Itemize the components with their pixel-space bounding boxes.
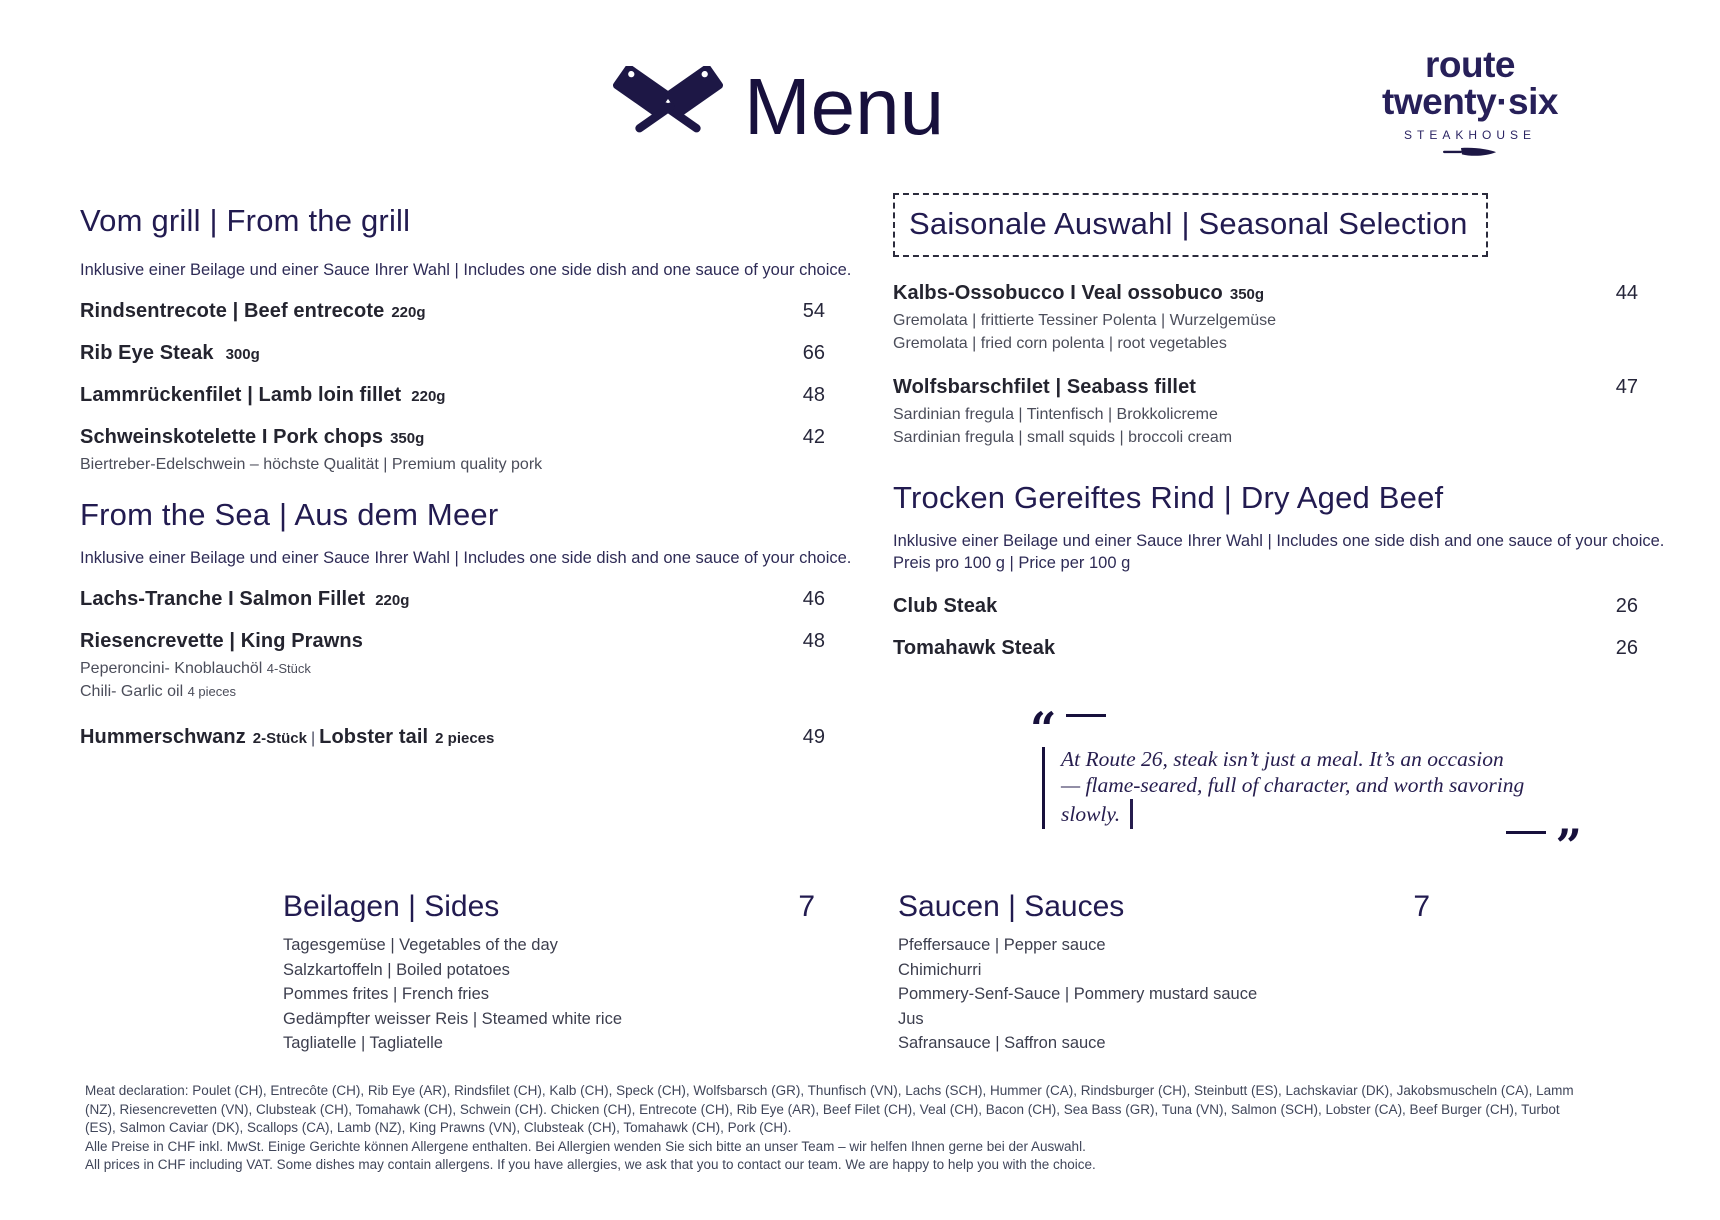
item-price: 49 <box>802 726 825 748</box>
list-item: Pommes frites | French fries <box>283 985 490 1003</box>
item-price: 47 <box>1615 376 1638 398</box>
brand-name: route twenty·six <box>1382 44 1558 122</box>
item-quantity: 2-Stück <box>252 730 307 747</box>
section-note: Inklusive einer Beilage und einer Sauce Ihrer Wahl | Includes one side dish and one sauce of your choice. <box>893 532 1665 550</box>
item-name: Kalbs-Ossobucco I Veal ossobuco 350g <box>893 282 1265 304</box>
item-quantity: 4 pieces <box>187 684 236 699</box>
item-name: Wolfsbarschfilet | Seabass fillet <box>893 376 1197 398</box>
section-note: Preis pro 100 g | Price per 100 g <box>893 554 1131 572</box>
item-quantity: 4-Stück <box>266 661 311 676</box>
knife-icon <box>1338 142 1602 164</box>
pull-quote <box>1030 702 1582 873</box>
item-price: 48 <box>802 630 825 652</box>
masthead <box>608 62 945 151</box>
item-size: 220g <box>375 592 410 609</box>
section-title: From the Sea | Aus dem Meer <box>80 497 499 532</box>
menu-item <box>80 300 825 323</box>
band-price: 7 <box>1413 890 1430 923</box>
quote-line: At Route 26, steak isn’t just a meal. It’s an occasion <box>1061 747 1504 771</box>
brand-tagline: STEAKHOUSE <box>1403 128 1537 142</box>
section-seasonal <box>893 193 1665 660</box>
item-price: 48 <box>802 384 825 406</box>
list-item: Gedämpfter weisser Reis | Steamed white rice <box>283 1009 622 1028</box>
item-name: Tomahawk Steak <box>893 637 1056 659</box>
list-item: Pfeffersauce | Pepper sauce <box>898 936 1106 954</box>
item-price: 44 <box>1615 282 1638 304</box>
section-note: Inklusive einer Beilage und einer Sauce Ihrer Wahl | Includes one side dish and one sauce of your choice. <box>80 261 852 279</box>
quote-end-bar <box>1130 799 1133 829</box>
band-title: Saucen | Sauces <box>898 890 1125 923</box>
menu-item <box>80 588 825 611</box>
open-quote-icon: “ <box>1030 702 1057 756</box>
list-item: Tagesgemüse | Vegetables of the day <box>283 936 558 954</box>
item-description: Biertreber-Edelschwein – höchste Qualität | Premium quality pork <box>80 456 543 473</box>
quote-line: — flame-seared, full of character, and worth savoring slowly. <box>1061 773 1582 829</box>
menu-item <box>80 384 825 407</box>
item-size: 220g <box>411 388 446 405</box>
item-price: 42 <box>802 426 825 448</box>
item-name: Rindsentrecote | Beef entrecote 220g <box>80 300 426 322</box>
list-item: Chimichurri <box>898 960 982 979</box>
menu-item <box>893 282 1638 355</box>
menu-item <box>80 630 825 703</box>
list-item: Pommery-Senf-Sauce | Pommery mustard sauce <box>898 985 1258 1003</box>
menu-item <box>893 637 1638 660</box>
item-price: 66 <box>802 342 825 364</box>
list-item: Safransauce | Saffron sauce <box>898 1034 1106 1052</box>
item-name: Club Steak <box>893 595 998 617</box>
crossed-cleavers-icon <box>608 66 728 148</box>
item-price: 26 <box>1615 637 1638 659</box>
item-quantity: 2 pieces <box>435 730 495 747</box>
quote-close-decoration <box>1030 818 1582 873</box>
item-description: Gremolata | frittierte Tessiner Polenta | Wurzelgemüse <box>893 312 1276 329</box>
item-name: Hummerschwanz 2-Stück | Lobster tail 2 pieces <box>80 726 495 748</box>
page-title: Menu <box>744 62 945 151</box>
section-sauces <box>898 890 1430 1056</box>
menu-item <box>893 595 1638 618</box>
item-size: 350g <box>390 430 425 447</box>
band-price: 7 <box>798 890 815 923</box>
close-quote-icon: ” <box>1555 818 1582 873</box>
item-description: Gremolata | fried corn polenta | root vegetables <box>893 335 1227 352</box>
meat-declaration: Meat declaration: Poulet (CH), Entrecôte (CH), Rib Eye (AR), Rindsfilet (CH), Kalb (CH), Speck (CH), Wolfsbarsch (GR), Thunfisch (VN), Lachs (SCH), Hummer (CA), Rindsburger (CH), Steinbutt (ES), Lachskaviar (DK), Jakobsmuscheln (CA), Lamm (NZ), Riesencrevetten (VN), Clubsteak (CH), Tomahawk (CH), Schwein (CH). Chicken (CH), Entrecote (CH), Rib Eye (AR), Beef Filet (CH), Veal (CH), Bacon (CH), Sea Bass (GR), Tuna (VN), Salmon (SCH), Lobster (CA), Beef Burger (CH), Turbot (ES), Salmon Caviar (DK), Scallops (CA), Lamb (NZ), King Prawns (VN), Clubsteak (CH), Tomahawk (CH), Pork (CH). <box>85 1083 1574 1135</box>
item-price: 46 <box>802 588 825 610</box>
band-items <box>283 933 815 1056</box>
item-name: Lachs-Tranche I Salmon Fillet 220g <box>80 588 410 610</box>
item-description: Sardinian fregula | small squids | broccoli cream <box>893 429 1233 446</box>
item-name: Rib Eye Steak 300g <box>80 342 260 364</box>
item-description: Sardinian fregula | Tintenfisch | Brokkolicreme <box>893 406 1218 423</box>
quote-text <box>1042 747 1582 829</box>
item-separator: | <box>310 730 316 747</box>
menu-item <box>80 342 825 365</box>
band-items <box>898 933 1430 1056</box>
item-size: 350g <box>1229 286 1265 303</box>
section-sides <box>283 890 815 1056</box>
item-size: 300g <box>225 346 260 363</box>
section-grill <box>80 202 852 749</box>
section-title: Saisonale Auswahl | Seasonal Selection <box>909 206 1468 241</box>
item-description: Chili- Garlic oil 4 pieces <box>80 683 236 700</box>
menu-item <box>893 376 1638 449</box>
item-description: Peperoncini- Knoblauchöl 4-Stück <box>80 660 311 677</box>
list-item: Jus <box>898 1009 924 1028</box>
item-price: 26 <box>1615 595 1638 617</box>
list-item: Tagliatelle | Tagliatelle <box>283 1034 443 1052</box>
section-title: Trocken Gereiftes Rind | Dry Aged Beef <box>893 480 1444 515</box>
section-title: Vom grill | From the grill <box>80 203 411 238</box>
footer-fine-print <box>85 1082 1590 1175</box>
menu-item <box>80 726 825 749</box>
menu-item <box>80 426 825 476</box>
item-name: Riesencrevette | King Prawns <box>80 630 363 652</box>
brand-logo <box>1338 46 1602 164</box>
item-size: 220g <box>391 304 426 321</box>
seasonal-selection-box <box>893 193 1488 257</box>
section-note: Inklusive einer Beilage und einer Sauce Ihrer Wahl | Includes one side dish and one sauce of your choice. <box>80 549 852 567</box>
item-price: 54 <box>802 300 825 322</box>
band-title: Beilagen | Sides <box>283 890 500 923</box>
list-item: Salzkartoffeln | Boiled potatoes <box>283 960 510 979</box>
band-header <box>283 890 815 924</box>
price-note-de: Alle Preise in CHF inkl. MwSt. Einige Gerichte können Allergene enthalten. Bei Allergien wenden Sie sich bitte an unser Team – wir helfen Ihnen gerne bei der Auswahl. <box>85 1138 1086 1154</box>
quote-open-decoration <box>1030 702 1582 756</box>
price-note-en: All prices in CHF including VAT. Some dishes may contain allergens. If you have allergies, we ask that you to contact our team. We are happy to help you with the choice. <box>85 1157 1096 1172</box>
item-name: Lammrückenfilet | Lamb loin fillet 220g <box>80 384 446 406</box>
band-header <box>898 890 1430 924</box>
item-name: Schweinskotelette I Pork chops 350g <box>80 426 425 448</box>
